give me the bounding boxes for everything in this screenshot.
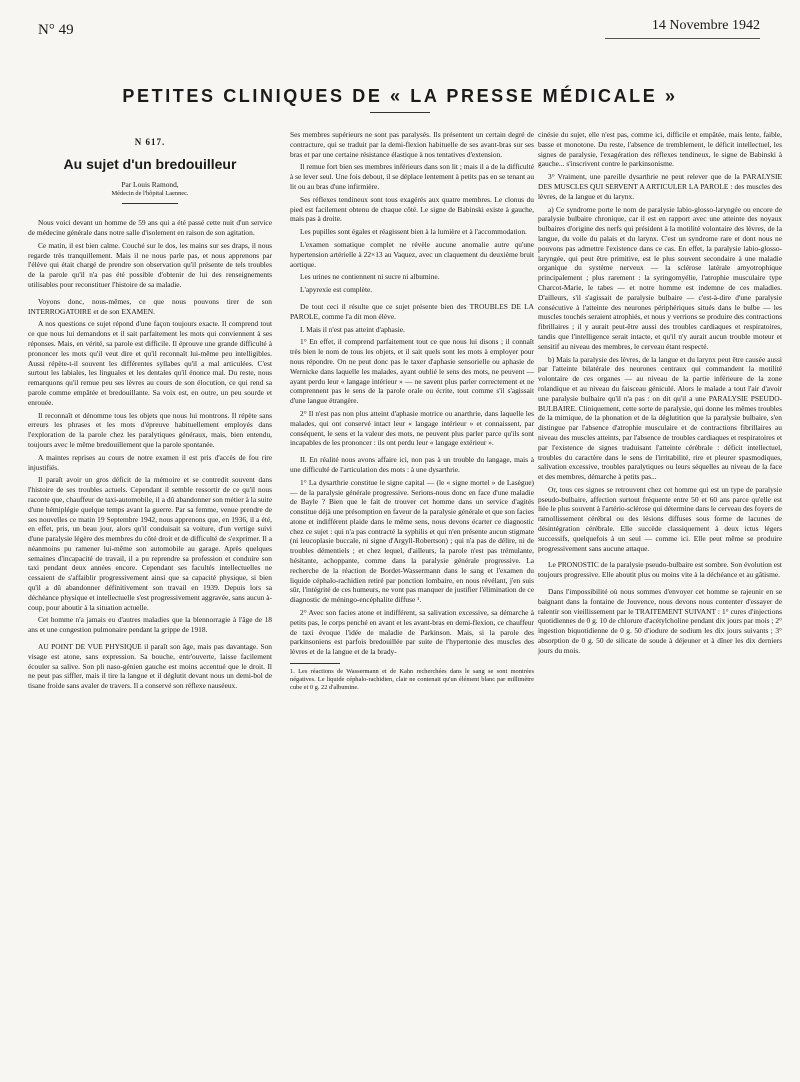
article-number: N 617. xyxy=(134,137,166,147)
paragraph: Il paraît avoir un gros déficit de la mémoire et se contredit souvent dans l'histoire de ses troubles actuels. Cependant il semble ressortir de ce qu'il nous raconte que, chauffeur de taxi-automobile, il a dû abandonner son métier à la suite d'une hémiplégie quelque temps avant la guerre. Par sa femme, venue prendre de ses nouvelles ce matin 19 Septembre 1942, nous apprenons que, en 1936, il a été, en effet, pris, un beau jour, alors qu'il conduisait sa voiture, d'un vertige suivi d'une paralysie légère des membres du côté droit et de difficulté de s'exprimer. Il a néanmoins pu ramener lui-même son automobile au garage. Après quelques semaines d'incapacité de travail, il a pu reprendre sa profession et conduire son taxi pendant deux années encore. Cependant ses facultés intellectuelles ne cessaient de s'affaiblir progressivement ainsi que sa capacité physique, si bien qu'il a dû abandonner définitivement son travail en 1939. Depuis lors sa déchéance physique et intellectuelle s'est progressivement aggravée, sans aucun à-coup, pour aboutir à la situation actuelle. xyxy=(28,475,272,612)
issue-date: 14 Novembre 1942 xyxy=(651,18,760,33)
column-2 xyxy=(290,130,534,693)
article-title: Au sujet d'un bredouilleur xyxy=(63,155,237,172)
paragraph: b) Mais la paralysie des lèvres, de la langue et du larynx peut être causée aussi par l'atteinte bilatérale des neurones centraux qui commandent la motilité volontaire de ces organes — au niveau de la partie inférieure de la zone rolandique et au niveau du faisceau géniculé. Alors le malade a tout l'air d'avoir une paralysie bulbaire qu'il n'a pas : on dit qu'il a une PARALYSIE PSEUDO-BULBAIRE. Cliniquement, cette sorte de paralysie, qui donne les mêmes troubles de la mimique, de la phonation et de la déglutition que la paralysie bulbaire, s'en distingue par l'absence d'atrophie musculaire et de contractions fibrillaires au niveau des muscles atteints, par l'absence de troubles cardiaques et respiratoires et par l'existence de signes traduisant l'atteinte cérébrale : déficit intellectuel, troubles du caractère dans le sens de l'irritabilité, rire et pleurer spasmodiques, salivation excessive, troubles paralytiques ou leurs séquelles au niveau de la face et des membres, démarche à petits pas... xyxy=(538,354,782,482)
author-affiliation: Médecin de l'hôpital Laennec. xyxy=(111,190,189,198)
paragraph: A maintes reprises au cours de notre examen il est pris d'accès de fou rire injustifiés. xyxy=(28,452,272,472)
paragraph: 1° En effet, il comprend parfaitement tout ce que nous lui disons ; il connaît très bien le nom de tous les objets, et il sait quels sont les mots à employer pour nous répondre. On ne peut donc pas le taxer d'aphasie sensorielle ou aphasie de Wernicke dans laquelle les malades, ayant oublié le sens des mots, ne peuvent — ayant perdu leur « langage intérieur » — ne savent plus parler correctement et ne comprennent pas le sens de la parole orale ou écrite, tout comme s'il s'agissait d'une langue étrangère. xyxy=(290,337,534,406)
paragraph: Le PRONOSTIC de la paralysie pseudo-bulbaire est sombre. Son évolution est toujours progressive. Elle aboutit plus ou moins vite à la déchéance et au gâtisme. xyxy=(538,560,782,580)
paragraph: cinésie du sujet, elle n'est pas, comme ici, difficile et empâtée, mais lente, faible, basse et monotone. Du reste, l'absence de tremblement, le déficit intellectuel, les signes de paralysie, l'exagération des réflexes tendineux, le signe de Babinski à gauche... s'inscrivent contre le parkinsonisme. xyxy=(538,130,782,169)
paragraph: 2° Il n'est pas non plus atteint d'aphasie motrice ou anarthrie, dans laquelle les malades, qui ont conservé intact leur « langage intérieur » et connaissent, par conséquent, le sens et la valeur des mots, ne peuvent plus parler parce qu'ils sont incapables de les prononcer : ils ont perdu leur « langage extérieur ». xyxy=(290,408,534,448)
header-rule xyxy=(605,38,760,39)
paragraph: I. Mais il n'est pas atteint d'aphasie. xyxy=(300,324,405,334)
issue-number: N° 49 xyxy=(38,22,74,38)
column-3 xyxy=(538,130,782,659)
paragraph: L'examen somatique complet ne révèle aucune anomalie autre qu'une hypertension artérielle à 22×13 au Vaquez, avec un claquement du deuxième bruit aortique. xyxy=(290,239,534,269)
paragraph: Les urines ne contiennent ni sucre ni albumine. xyxy=(300,272,440,282)
paragraph: II. En réalité nous avons affaire ici, non pas à un trouble du langage, mais à une difficulté de l'articulation des mots : à une dysarthrie. xyxy=(290,455,534,474)
footnote-rule xyxy=(290,663,340,664)
paragraph: De tout ceci il résulte que ce sujet présente bien des TROUBLES DE LA PAROLE, comme l'a dit mon élève. xyxy=(290,301,534,321)
paragraph: Or, tous ces signes se retrouvent chez cet homme qui est un type de paralysie pseudo-bulbaire, affection surtout fréquente entre 50 et 60 ans parce qu'elle est liée le plus souvent à l'artério-sclérose qui détermine dans le cerveau des foyers de ramollissement cérébral ou des lésions diffuses sous forme de lacunes de désintégration cérébrale. Elle succède classiquement à deux ictus légers successifs, quelquefois à un seul — comme ici. Elle peut même se produire progressivement sans aucune attaque. xyxy=(538,484,782,553)
column-1 xyxy=(28,130,272,694)
paragraph: Ses membres supérieurs ne sont pas paralysés. Ils présentent un certain degré de contracture, qui se traduit par la demi-flexion habituelle de ses avant-bras sur ses bras et par une certaine résistance élastique à nos tentatives d'extension. xyxy=(290,130,534,159)
paragraph: a) Ce syndrome porte le nom de paralysie labio-glosso-laryngée ou encore de paralysie bulbaire chronique, car il est en rapport avec une atteinte des noyaux bulbaires d'origine des nerfs qui président à la motilité volontaire des lèvres, de la langue, du voile du palais et du larynx. C'est un syndrome rare et dont nous ne pouvons pas admettre l'existence dans ce cas. En effet, la paralysie labio-glosso-laryngée, qui peut être primitive, est le plus souvent secondaire à une maladie organique du système nerveux — la sclérose latérale amyotrophique principalement ; plus rarement : la syringomyélie, l'atrophie musculaire type Charcot-Marie, le tabes — et notre homme est indemne de ces maladies. D'ailleurs, s'il s'agissait de paralysie bulbaire — c'est-à-dire d'une paralysie consécutive à l'atteinte des neurones périphériques situés dans le bulbe — les muscles touchés seraient atrophiés, et nous y verrions se produire des contractions fibrillaires ; il y aurait peut-être aussi des troubles cardiaques et respiratoires, tandis que l'intelligence serait intacte, et qu'il n'y aurait aucun trouble moteur et sensitif au niveau des membres, le cerveau étant respecté. xyxy=(538,204,782,351)
paragraph: Ce matin, il est bien calme. Couché sur le dos, les mains sur ses draps, il nous regarde très tranquillement. Mais il ne nous parle pas, et nous apprenons par l'élève qui était chargé de prendre son observation qu'il présente de tels troubles de la parole qu'il n'a pas été possible d'obtenir de lui des renseignements utilisables pour reconstituer l'histoire de sa maladie. xyxy=(28,240,272,289)
article-author: Par Louis Ramond, xyxy=(121,179,179,189)
paragraph: Nous voici devant un homme de 59 ans qui a été passé cette nuit d'un service de médecine générale dans notre salle d'isolement en raison de son agitation. xyxy=(28,218,272,237)
paragraph: Voyons donc, nous-mêmes, ce que nous pouvons tirer de son INTERROGATOIRE et de son EXAMEN. xyxy=(28,296,272,316)
banner-rule xyxy=(370,112,430,113)
paragraph: L'apyrexie est complète. xyxy=(300,285,373,295)
paragraph: Il remue fort bien ses membres inférieurs dans son lit ; mais il a de la difficulté à se lever seul. Une fois debout, il se déplace lentement à petits pas en se tenant au lit ou au bras d'une infirmière. xyxy=(290,162,535,191)
paragraph: 3° Vraiment, une pareille dysarthrie ne peut relever que de la PARALYSIE DES MUSCLES QUI SERVENT A ARTICULER LA PAROLE : des muscles des lèvres, de la langue et du larynx. xyxy=(538,172,782,201)
paragraph: Cet homme n'a jamais eu d'autres maladies que la blennorragie à l'âge de 18 ans et une congestion pulmonaire pendant la grippe de 1918. xyxy=(28,615,272,635)
paragraph: Ses réflexes tendineux sont tous exagérés aux quatre membres. Le clonus du pied est facilement obtenu de chaque côté. Le signe de Babinski existe à gauche, mais pas à droite. xyxy=(290,194,534,224)
paragraph: A nos questions ce sujet répond d'une façon toujours exacte. Il comprend tout ce que nous lui demandons et il sait parfaitement les mots qui conviennent à ses réponses. Mais, en vérité, sa parole est difficile. Il éprouve une grande difficulté à prononcer les mots qu'il veut dire et qu'il reconnaît lui-même peu intelligibles. Aussi répète-t-il souvent les différentes syllabes qu'il a mal articulées. C'est surtout les labiales, les linguales et les dentales qu'il énonce mal. Du reste, nous remarquons qu'il remue peu ses lèvres au cours de son élocution, ce qui rend sa parole comme empâtée et bredouillante. Sa voix est, en outre, un peu sourde et enrouée. xyxy=(28,319,272,407)
section-banner: PETITES CLINIQUES DE « LA PRESSE MÉDICALE » xyxy=(122,86,678,106)
paragraph: Il reconnaît et dénomme tous les objets que nous lui montrons. Il répète sans erreurs les phrases et les mots d'épreuve habituellement employés dans l'exploration de la parole chez les paralytiques généraux, mais, bien entendu, toujours avec le même bredouillement que la parole spontanée. xyxy=(28,410,272,449)
paragraph: 1° La dysarthrie constitue le signe capital — (le « signe mortel » de Lasègue) — de la paralysie générale progressive. Serions-nous donc en face d'une maladie de Bayle ? Bien que le fait de trouver cet homme dans un service d'agités constitue déjà une présomption en faveur de la paralysie générale et que son facies atone et indifférent plaide dans le même sens, nous devons écarter ce diagnostic chez ce sujet : qui n'a pas contracté la syphilis et qui n'en présente aucun stigmate (ni leucoplasie buccale, ni signe d'Argyll-Robertson) ; qui n'a pas de délire, ni de troubles démentiels ; et chez lequel, d'ailleurs, la parole n'est pas trémulante, hésitante, achoppante, comme dans la paralysie générale progressive. La recherche de la réaction de Bordet-Wassermann dans le sang et l'examen du liquide céphalo-rachidien retiré par ponction lombaire, en nous révélant, j'en suis sûr, l'intégrité de ces humeurs, ne vont pas manquer de justifier l'élimination de ce diagnostic de méningo-encéphalite diffuse ¹. xyxy=(290,477,534,605)
paragraph: AU POINT DE VUE PHYSIQUE il paraît son âge, mais pas davantage. Son visage est atone, sans expression. Sa bouche, entr'ouverte, laisse facilement écouler sa salive. Son pli naso-génien gauche est moins accentué que le droit. Il ne peut pas siffler, mais il tire la langue et il déglutit devant nous un demi-bol de tisane froide sans avaler de travers. Il a conservé son réflexe nauséeux. xyxy=(28,642,272,691)
paragraph: Les pupilles sont égales et réagissent bien à la lumière et à l'accommodation. xyxy=(300,227,527,237)
footnote: 1. Les réactions de Wassermann et de Kahn recherchées dans le sang se sont montrées négatives. Le liquide céphalo-rachidien, clair ne contenait qu'un élément blanc par millimètre cube et 0 g. 22 d'albumine. xyxy=(290,668,534,692)
title-separator xyxy=(122,203,178,204)
paragraph: Dans l'impossibilité où nous sommes d'envoyer cet homme se rajeunir en se baignant dans la fontaine de Jouvence, nous devons nous contenter d'essayer de ralentir son vieillissement par le TRAITEMENT SUIVANT : 1° cures d'injections quotidiennes de 0 g. 10 de chlorure d'acétylcholine pendant dix jours par mois ; 2° ingestion biquotidienne de 0 g. 50 d'iodure de sodium les dix jours suivants ; 3° absorption de 0 g. 50 de silicate de soude à déjeuner et à dîner les dix derniers jours du mois. xyxy=(538,587,782,655)
paragraph: 2° Avec son facies atone et indifférent, sa salivation excessive, sa démarche à petits pas, le corps penché en avant et les avant-bras en demi-flexion, ce chauffeur de taxi évoque l'idée de maladie de Parkinson. Mais, si la parole des parkinsoniens est parfois bredouillée par suite de l'hypertonie des muscles des lèvres et de la langue et de la brady- xyxy=(290,608,534,657)
